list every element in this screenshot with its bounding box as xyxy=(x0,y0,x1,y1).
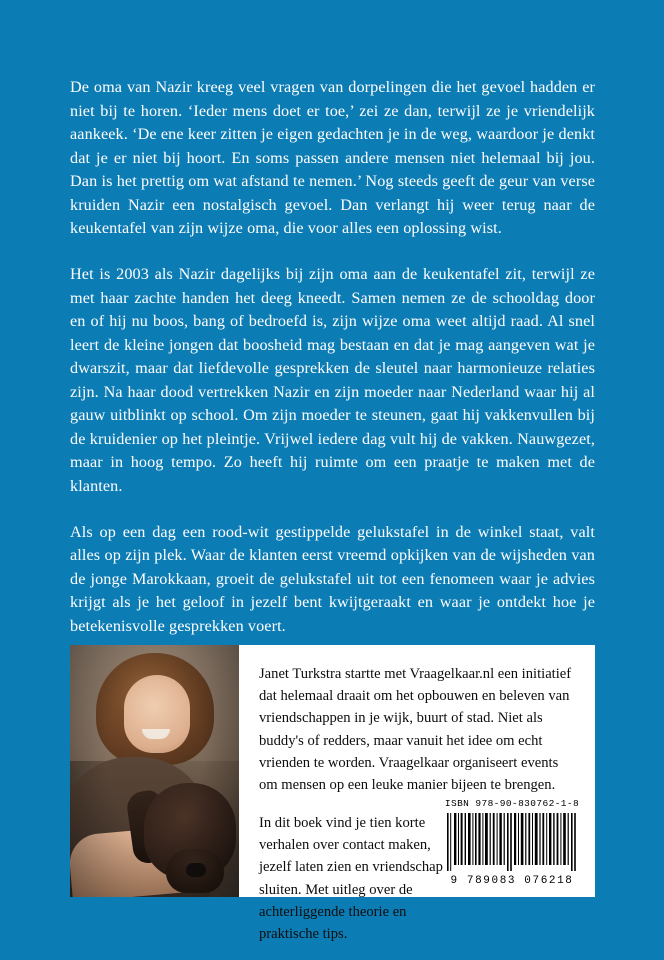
isbn-text: ISBN 978-90-830762-1-8 xyxy=(444,798,580,809)
book-description xyxy=(70,76,595,638)
description-paragraph-3: Als op een dag een rood-wit gestippelde gelukstafel in de winkel staat, valt alles op zijn plek. Waar de klanten eerst vreemd opkijken van de wijsheden van de jonge Marokkaan, groeit de gelukstafel uit tot een fenomeen waar je advies krijgt als je het geloof in jezelf bent kwijtgeraakt en waar je ontdekt hoe je betekenisvolle gesprekken voert. xyxy=(70,522,595,635)
description-paragraph-1: De oma van Nazir kreeg veel vragen van dorpelingen die het gevoel hadden er niet bij te horen. ‘Ieder mens doet er toe,’ zei ze dan, terwijl ze je vriendelijk aankeek. ‘De ene keer zitten je eigen gedachten je in de weg, waardoor je denkt dat je er niet bij hoort. En soms passen andere mensen niet helemaal bij jou. Dan is het prettig om wat afstand te nemen.’ Nog steeds geeft de geur van verse kruiden Nazir een nostalgisch gevoel. Dan verlangt hij weer terug naar de keukentafel van zijn wijze oma, die voor alles een oplossing wist. xyxy=(70,78,595,238)
author-info-panel xyxy=(70,645,595,942)
photo-vignette xyxy=(70,645,239,897)
book-contents-paragraph: In dit boek vind je tien korte verhalen over contact maken, jezelf laten zien en vriendschap sluiten. Met uitleg over de achterliggende theorie en praktische tips. xyxy=(259,815,443,942)
ean-digits: 9 789083 076218 xyxy=(450,875,574,887)
author-photo xyxy=(70,645,239,897)
author-bio-paragraph: Janet Turkstra startte met Vraagelkaar.nl een initiatief dat helemaal draait om het opbouwen en beleven van vriendschappen in je wijk, buurt of stad. Niet als buddy's of redders, maar vanuit het idee om echt vrienden te worden. Vraagelkaar organiseert events om mensen op een leuke manier bijeen te brengen. xyxy=(259,666,572,793)
author-bio-card xyxy=(239,645,595,942)
description-paragraph-2: Het is 2003 als Nazir dagelijks bij zijn oma aan de keukentafel zit, terwijl ze met haar zachte handen het deeg kneedt. Samen nemen ze de schooldag door en of hij nu boos, bang of bedroefd is, zijn wijze oma weet altijd raad. Al snel leert de kleine jongen dat boosheid mag bestaan en dat je mag aangeven wat je dwarszit, maar dat liefdevolle gesprekken de sleutel naar harmonieuze relaties zijn. Na haar dood vertrekken Nazir en zijn moeder naar Nederland waar hij al gauw uitblinkt op school. Om zijn moeder te steunen, gaat hij vakkenvullen bij de kruidenier op het pleintje. Vrijwel iedere dag vult hij de vakken. Nauwgezet, maar in hoog tempo. Zo heeft hij ruimte om een praatje te maken met de klanten. xyxy=(70,264,595,495)
barcode-bars-icon xyxy=(443,811,581,873)
barcode xyxy=(443,798,581,887)
